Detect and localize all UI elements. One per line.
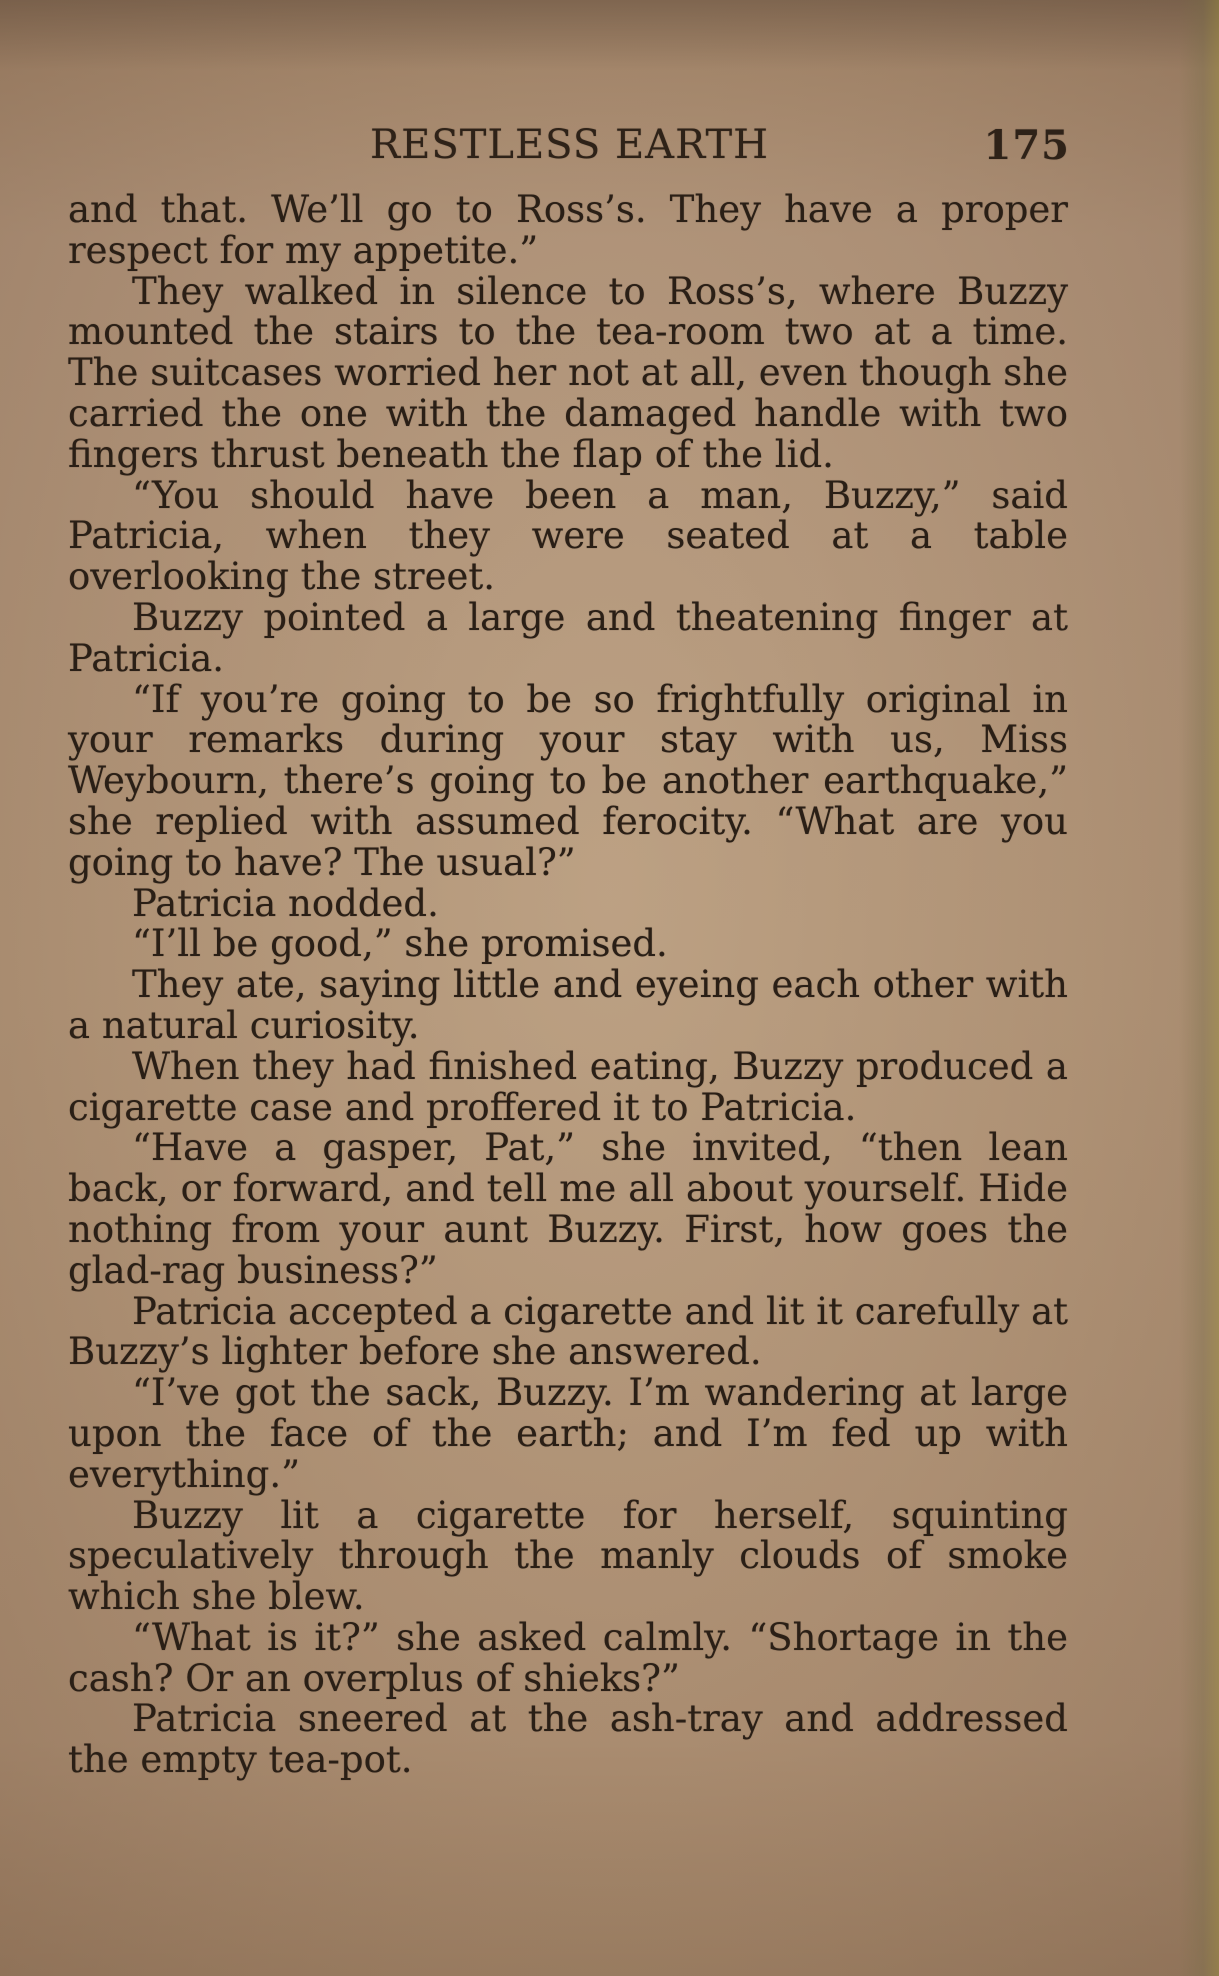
paragraph: Patricia sneered at the ash-tray and addressed the empty tea-pot. — [68, 1697, 1068, 1782]
paragraph: “Have a gasper, Pat,” she invited, “then lean back, or forward, and tell me all about yourself. Hide nothing from your aunt Buzzy. First, how goes the glad-rag business?” — [68, 1126, 1068, 1292]
paragraph: “I’ll be good,” she promised. — [132, 922, 668, 966]
paragraph: and that. We’ll go to Ross’s. They have a proper respect for my appetite.” — [68, 188, 1068, 272]
page-number: 175 — [983, 122, 1070, 169]
paragraph: “I’ve got the sack, Buzzy. I’m wandering at large upon the face of the earth; and I’m fed up with everything.” — [68, 1371, 1068, 1496]
page-top-shadow — [0, 0, 1219, 70]
paragraph: “What is it?” she asked calmly. “Shortage in the cash? Or an overplus of shieks?” — [68, 1615, 1068, 1700]
paragraph: Buzzy pointed a large and theatening finger at Patricia. — [68, 595, 1068, 680]
paragraph: Buzzy lit a cigarette for herself, squinting speculatively through the manly clouds of smoke which she blew. — [68, 1493, 1068, 1619]
paragraph: When they had finished eating, Buzzy produced a cigarette case and proffered it to Patricia. — [68, 1044, 1068, 1129]
running-title: RESTLESS EARTH — [370, 122, 770, 168]
paragraph: Patricia accepted a cigarette and lit it carefully at Buzzy’s lighter before she answered. — [68, 1289, 1068, 1374]
paragraph: They walked in silence to Ross’s, where Buzzy mounted the stairs to the tea-room two at a time. The suitcases worried her not at all, even though she carried the one with the damaged handle with two fingers thrust beneath the flap of the lid. — [68, 269, 1068, 476]
paragraph: “You should have been a man, Buzzy,” said Patricia, when they were seated at a table overlooking the street. — [68, 473, 1068, 599]
body-text — [68, 190, 1068, 1781]
page-edge — [1179, 0, 1219, 1976]
paragraph: They ate, saying little and eyeing each other with a natural curiosity. — [68, 963, 1068, 1047]
paragraph: “If you’re going to be so frightfully original in your remarks during your stay with us, Miss Weybourn, there’s going to be another earthquake,” she replied with assumed ferocity. “What are you going to have? The usual?” — [68, 677, 1068, 884]
paragraph: Patricia nodded. — [132, 881, 439, 925]
running-header — [70, 122, 1070, 172]
